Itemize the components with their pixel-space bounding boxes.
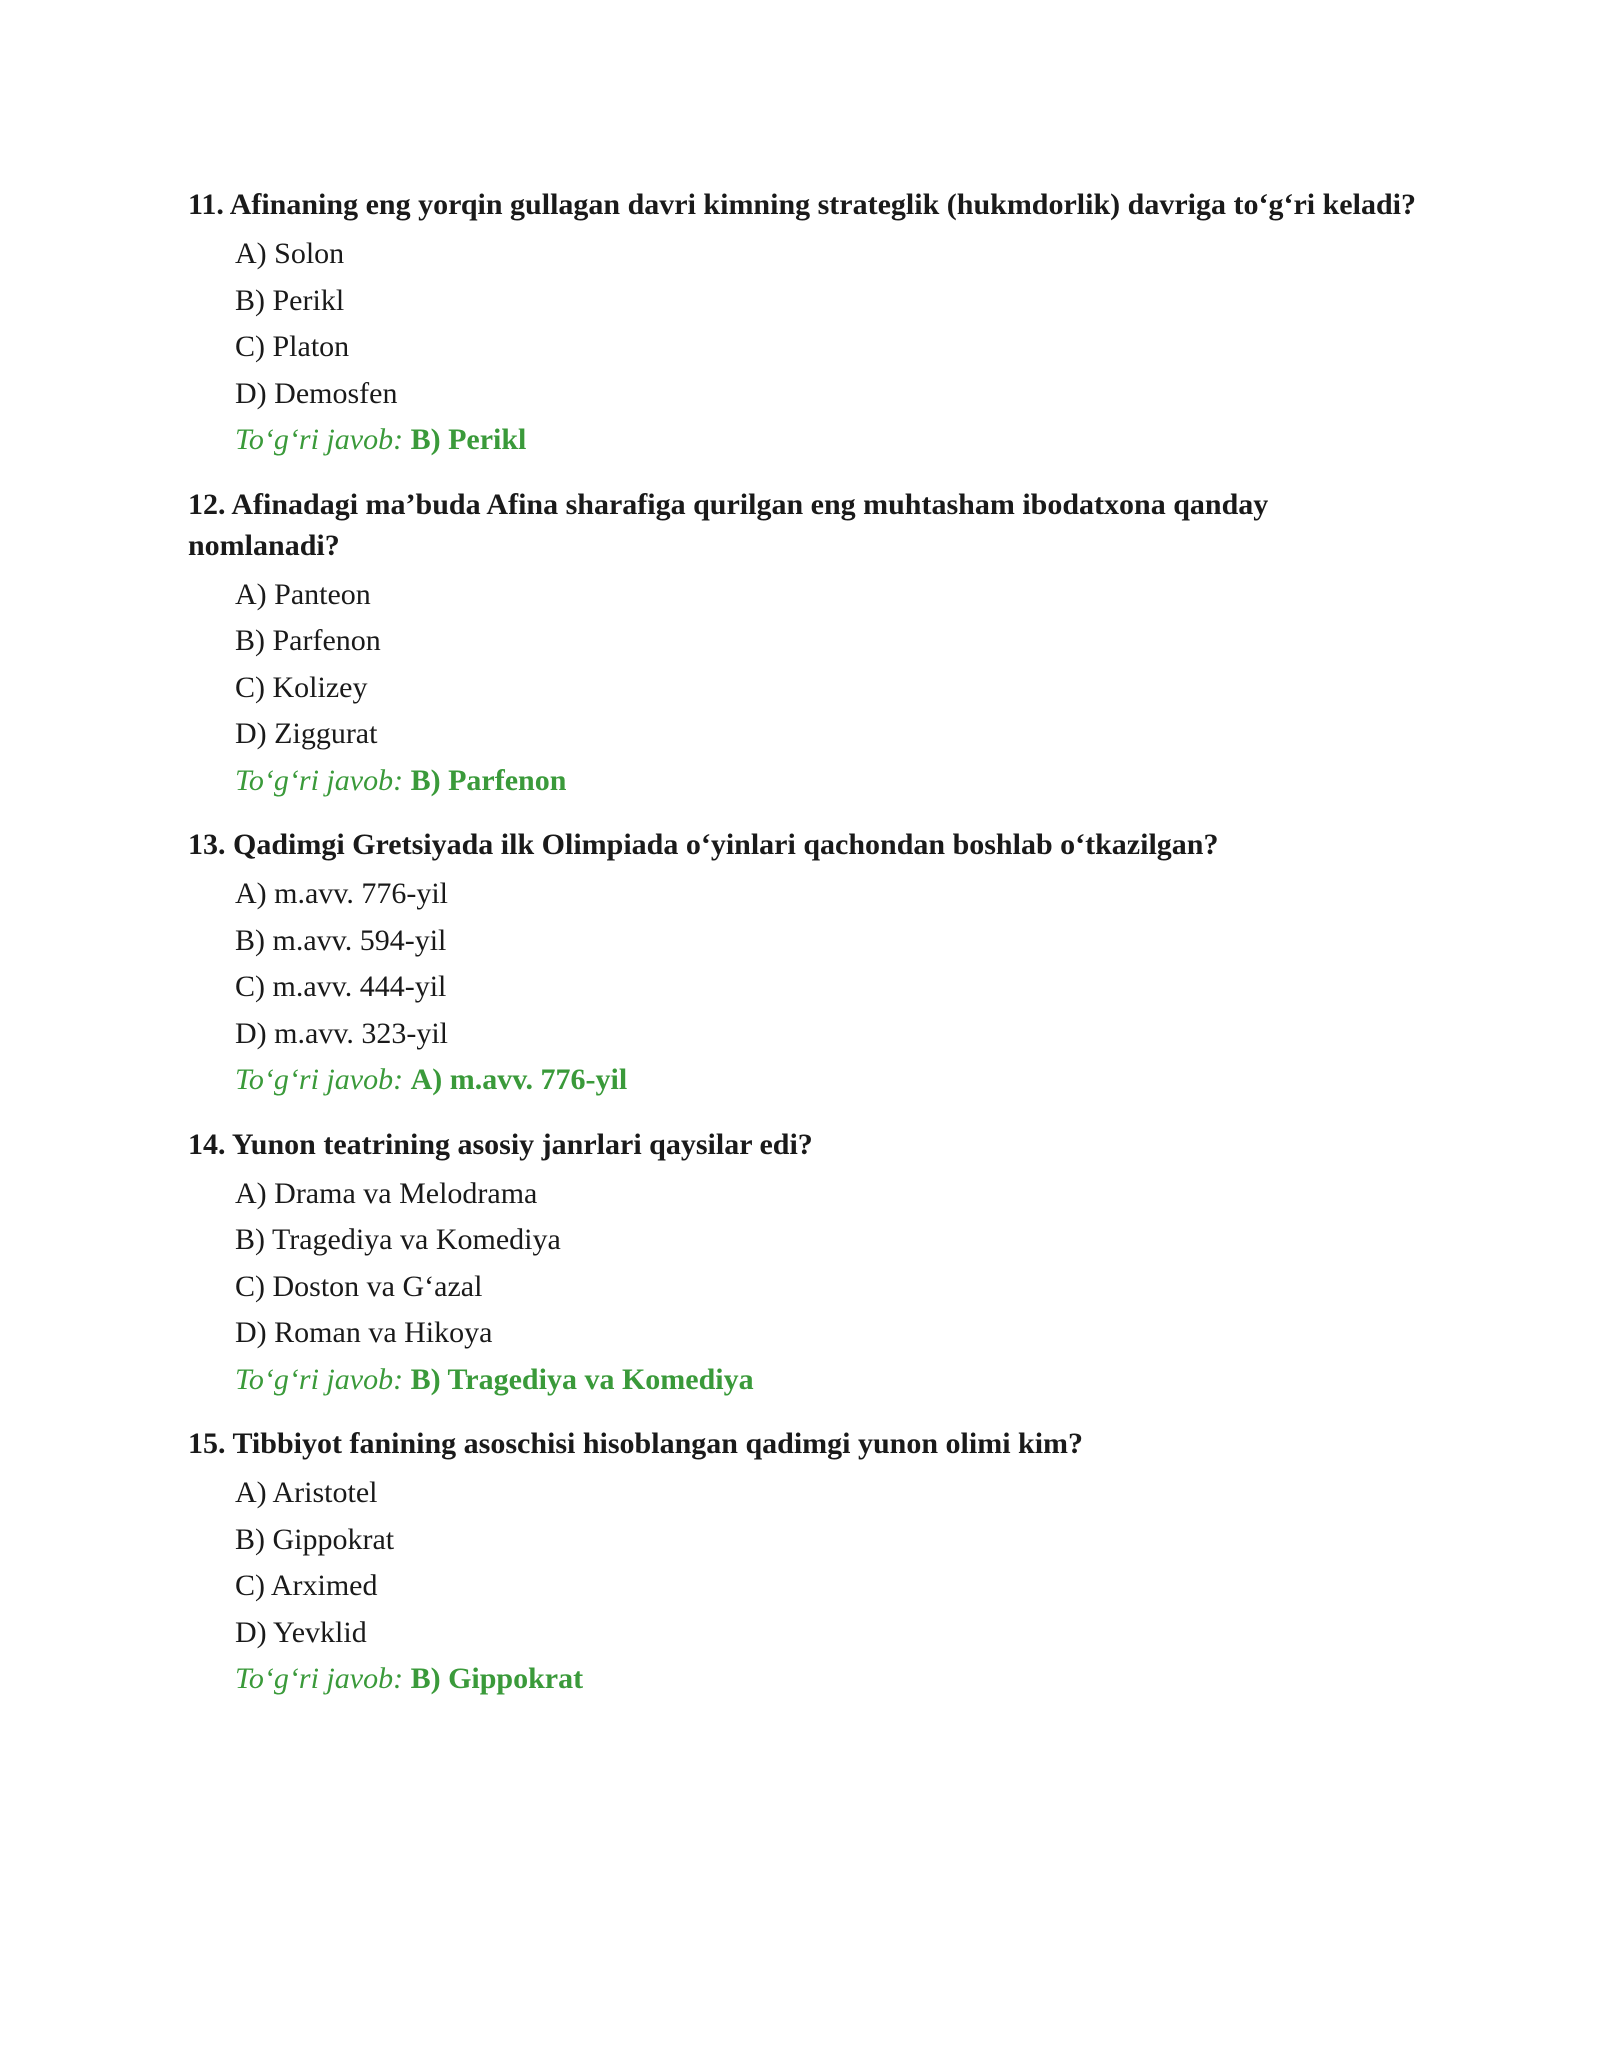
answer-value: B) Parfenon	[410, 763, 567, 797]
option-a: A) Solon	[235, 237, 345, 270]
option-c: C) m.avv. 444-yil	[235, 970, 447, 1003]
correct-answer	[188, 1057, 1418, 1104]
question-block-15	[188, 1423, 1418, 1703]
option-a: A) m.avv. 776-yil	[235, 877, 449, 910]
options-list	[188, 231, 1418, 417]
correct-answer	[188, 1357, 1418, 1404]
option-b: B) Gippokrat	[235, 1522, 395, 1556]
answer-label: To‘g‘ri javob:	[235, 1662, 411, 1695]
options-list	[188, 572, 1418, 758]
question-block-13	[188, 824, 1418, 1104]
answer-label: To‘g‘ri javob:	[235, 1362, 411, 1396]
question-text: 15. Tibbiyot fanining asoschisi hisoblangan qadimgi yunon olimi kim?	[188, 1427, 1084, 1460]
option-a: A) Aristotel	[235, 1476, 378, 1509]
option-d: D) m.avv. 323-yil	[235, 1016, 449, 1050]
correct-answer	[188, 758, 1418, 805]
option-d: D) Roman va Hikoya	[235, 1316, 493, 1349]
answer-label: To‘g‘ri javob:	[235, 763, 411, 797]
question-text: 14. Yunon teatrining asosiy janrlari qaysilar edi?	[188, 1127, 813, 1161]
option-c: C) Doston va G‘azal	[235, 1269, 483, 1303]
question-text: 12. Afinadagi ma’buda Afina sharafiga qurilgan eng muhtasham ibodatxona qanday nomlanadi?	[188, 487, 1269, 562]
option-b: B) m.avv. 594-yil	[235, 923, 447, 957]
answer-label: To‘g‘ri javob:	[235, 1063, 411, 1096]
option-d: D) Yevklid	[235, 1615, 367, 1649]
correct-answer	[188, 417, 1418, 464]
option-c: C) Arximed	[235, 1569, 378, 1602]
option-d: D) Demosfen	[235, 376, 398, 410]
answer-label: To‘g‘ri javob:	[235, 423, 411, 456]
question-block-12	[188, 484, 1418, 805]
option-c: C) Kolizey	[235, 670, 368, 704]
option-b: B) Parfenon	[235, 624, 381, 657]
answer-value: B) Perikl	[410, 423, 527, 456]
options-list	[188, 871, 1418, 1057]
question-block-14	[188, 1124, 1418, 1404]
question-text: 11. Afinaning eng yorqin gullagan davri kimning strateglik (hukmdorlik) davriga to‘g‘ri keladi?	[188, 188, 1416, 221]
options-list	[188, 1470, 1418, 1656]
option-b: B) Perikl	[235, 283, 345, 317]
option-a: A) Drama va Melodrama	[235, 1176, 538, 1210]
question-text: 13. Qadimgi Gretsiyada ilk Olimpiada o‘yinlari qachondan boshlab o‘tkazilgan?	[188, 828, 1219, 861]
option-a: A) Panteon	[235, 577, 371, 611]
answer-value: B) Tragediya va Komediya	[410, 1362, 754, 1396]
answer-value: B) Gippokrat	[410, 1662, 584, 1695]
question-block-11	[188, 184, 1418, 464]
option-b: B) Tragediya va Komediya	[235, 1223, 561, 1256]
option-d: D) Ziggurat	[235, 717, 378, 750]
quiz-list	[188, 184, 1418, 1723]
answer-value: A) m.avv. 776-yil	[410, 1063, 628, 1096]
options-list	[188, 1171, 1418, 1357]
correct-answer	[188, 1656, 1418, 1703]
option-c: C) Platon	[235, 330, 350, 363]
